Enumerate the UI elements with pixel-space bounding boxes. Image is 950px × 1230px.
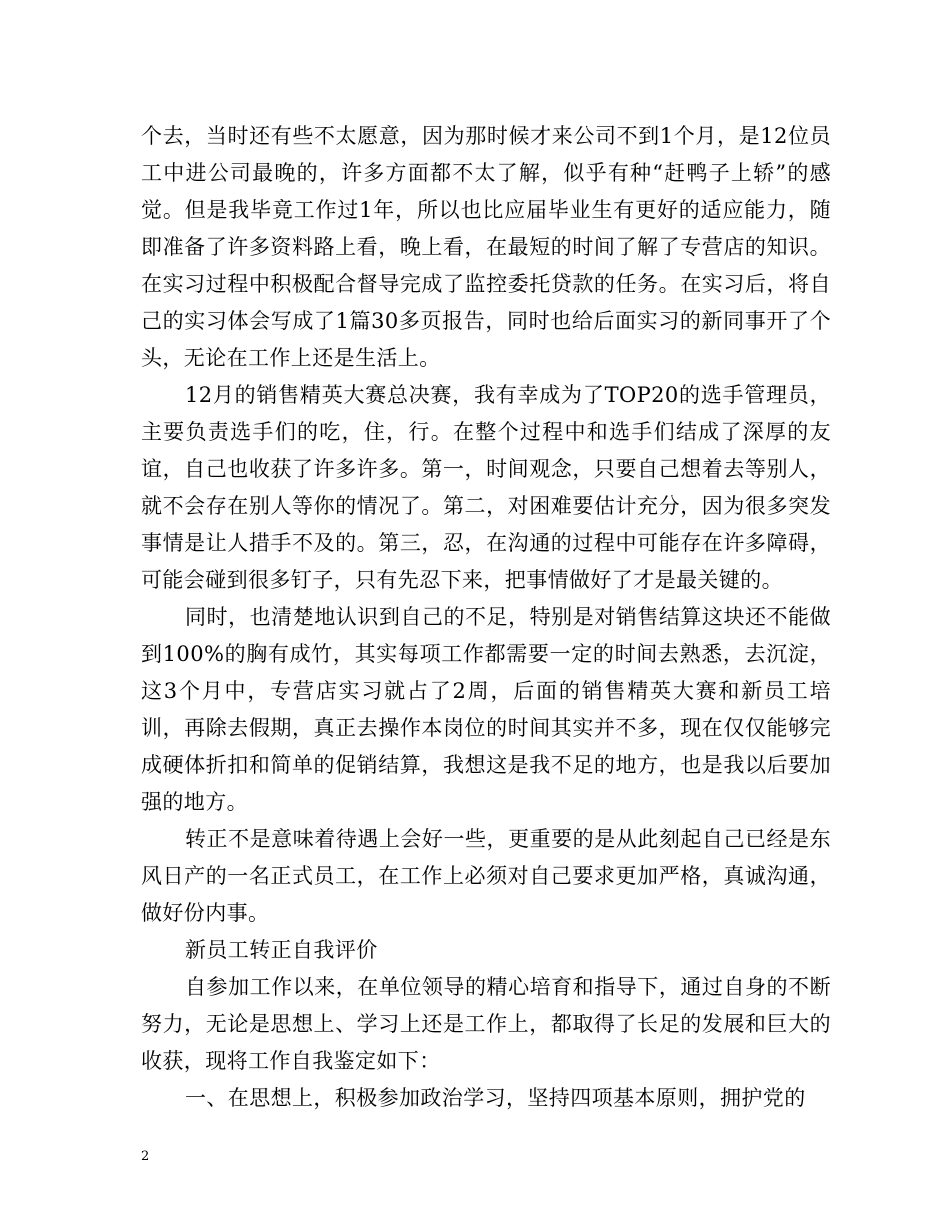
page-number: 2 — [141, 1149, 150, 1164]
paragraph-shortcomings: 同时，也清楚地认识到自己的不足，特别是对销售结算这块还不能做到100%的胸有成竹，其实每项工作都需要一定的时间去熟悉，去沉淀，这3个月中，专营店实习就占了2周，后面的销售精英大赛和新员工培训，再除去假期，真正去操作本岗位的时间其实并不多，现在仅仅能够完成硬体折扣和简单的促销结算，我想这是我不足的地方，也是我以后要加强的地方。 — [141, 605, 831, 814]
paragraph-ideology: 一、在思想上，积极参加政治学习，坚持四项基本原则，拥护党的 — [185, 1086, 806, 1110]
paragraph-sales-contest: 12月的销售精英大赛总决赛，我有幸成为了TOP20的选手管理员，主要负责选手们的吃，住，行。在整个过程中和选手们结成了深厚的友谊，自己也收获了许多许多。第一，时间观念，只要自己想着去等别人，就不会存在别人等你的情况了。第二，对困难要估计充分，因为很多突发事情是让人措手不及的。第三，忍，在沟通的过程中可能存在许多障碍，可能会碰到很多钉子，只有先忍下来，把事情做好了才是最关键的。 — [141, 383, 831, 592]
body-text — [141, 118, 831, 1117]
paragraph-self-evaluation-intro: 自参加工作以来，在单位领导的精心培育和指导下，通过自身的不断努力，无论是思想上、学习上还是工作上，都取得了长足的发展和巨大的收获，现将工作自我鉴定如下： — [141, 975, 831, 1073]
paragraph-regularization: 转正不是意味着待遇上会好一些，更重要的是从此刻起自己已经是东风日产的一名正式员工，在工作上必须对自己要求更加严格，真诚沟通，做好份内事。 — [141, 827, 831, 925]
paragraph-continuation: 个去，当时还有些不太愿意，因为那时候才来公司不到1个月，是12位员工中进公司最晚的，许多方面都不太了解，似乎有种“赶鸭子上轿”的感觉。但是我毕竟工作过1年，所以也比应届毕业生有更好的适应能力，随即准备了许多资料路上看，晚上看，在最短的时间了解了专营店的知识。在实习过程中积极配合督导完成了监控委托贷款的任务。在实习后，将自己的实习体会写成了1篇30多页报告，同时也给后面实习的新同事开了个头，无论在工作上还是生活上。 — [141, 124, 831, 370]
section-heading: 新员工转正自我评价 — [185, 938, 378, 962]
